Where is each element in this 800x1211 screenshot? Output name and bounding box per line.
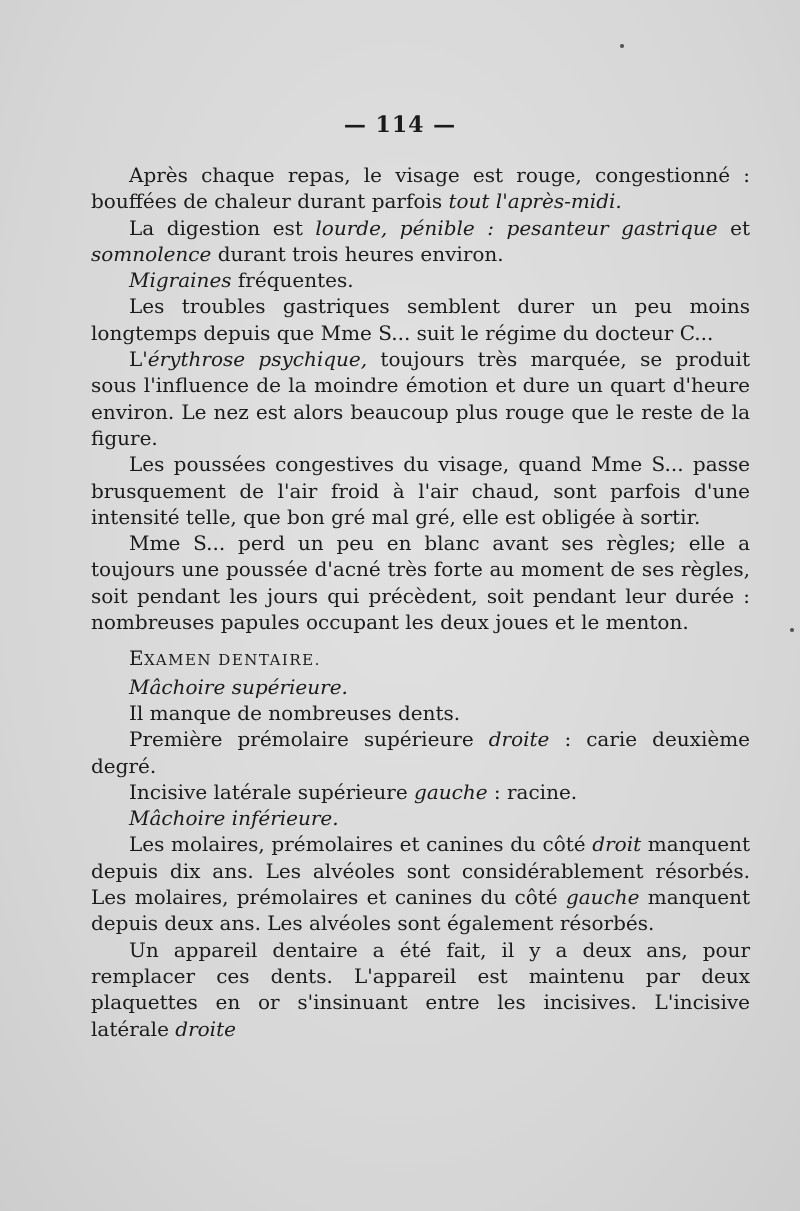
text-run: durant trois heures environ.: [211, 241, 504, 266]
italic-run: droite: [488, 727, 550, 752]
heading-rest: XAMEN DENTAIRE.: [144, 651, 321, 670]
paragraph: [91, 779, 750, 805]
subheading: [91, 674, 750, 700]
text-run: Incisive latérale supérieure: [129, 779, 415, 804]
text-run: et: [717, 215, 750, 240]
text-run: Un appareil dentaire a été fait, il y a deux ans, pour remplacer ces dents. L'appareil est maintenu par deux plaquettes en or s'insinuant entre les incisives. L'incisive latérale: [91, 937, 750, 1041]
italic-run: Mâchoire inférieure.: [129, 806, 339, 831]
paragraph: [91, 937, 750, 1042]
paragraph: Les poussées congestives du visage, quand Mme S... passe brusquement de l'air froid à l'air chaud, sont parfois d'une intensité telle, que bon gré mal gré, elle est obligée à sortir.: [91, 452, 750, 529]
paragraph: Il manque de nombreuses dents.: [129, 700, 461, 725]
print-speck: [790, 628, 794, 632]
text-run: toujours très marquée, se produit sous l'influence de la moindre émotion et dure un quart d'heure environ. Le nez est alors beaucoup plus rouge que le reste de la figure.: [91, 347, 750, 450]
text-run: Après chaque repas, le visage est rouge, congestionné : bouffées de chaleur durant parfois: [91, 163, 750, 214]
heading-initial: E: [129, 646, 145, 671]
italic-run: droit: [592, 832, 642, 857]
italic-run: lourde, pénible : pesanteur gastrique: [315, 215, 718, 240]
paragraph: [91, 346, 750, 451]
text-run: fréquentes.: [231, 268, 354, 293]
italic-run: tout l'après-midi.: [448, 189, 622, 214]
italic-run: somnolence: [91, 241, 212, 266]
italic-run: gauche: [414, 779, 488, 804]
section-heading: [91, 645, 750, 673]
paragraph: [91, 726, 750, 779]
italic-run: gauche: [565, 885, 640, 910]
italic-run: droite: [175, 1016, 236, 1041]
paragraph: Les troubles gastriques semblent durer un peu moins longtemps depuis que Mme S... suit le régime du docteur C...: [91, 294, 750, 345]
paragraph: [91, 162, 750, 215]
page-number: — 114 —: [343, 112, 457, 138]
paragraph: [91, 831, 750, 936]
subheading: [91, 805, 750, 831]
text-run: Première prémolaire supérieure: [129, 727, 489, 752]
text-run: manquent depuis dix ans. Les alvéoles sont considérablement résorbés. Les molaires, prémolaires et canines du côté: [91, 832, 750, 910]
paragraph: Mme S... perd un peu en blanc avant ses règles; elle a toujours une poussée d'acné très forte au moment de ses règles, soit pendant les jours qui précèdent, soit pendant leur durée : nombreuses papules occupant les deux joues et le menton.: [91, 531, 750, 635]
italic-run: érythrose psychique,: [147, 347, 368, 372]
text-run: L': [129, 347, 148, 372]
print-speck: [620, 44, 624, 48]
text-run: : carie deuxième degré.: [91, 727, 750, 778]
paragraph: [91, 215, 750, 268]
italic-run: Migraines: [129, 268, 232, 293]
italic-run: Mâchoire supérieure.: [129, 674, 348, 699]
text-run: manquent depuis deux ans. Les alvéoles sont également résorbés.: [91, 885, 750, 936]
text-run: Les molaires, prémolaires et canines du côté: [129, 832, 593, 857]
text-run: La digestion est: [129, 215, 316, 240]
text-run: : racine.: [487, 779, 578, 804]
body-text: [91, 162, 750, 1042]
paragraph: [91, 267, 750, 293]
